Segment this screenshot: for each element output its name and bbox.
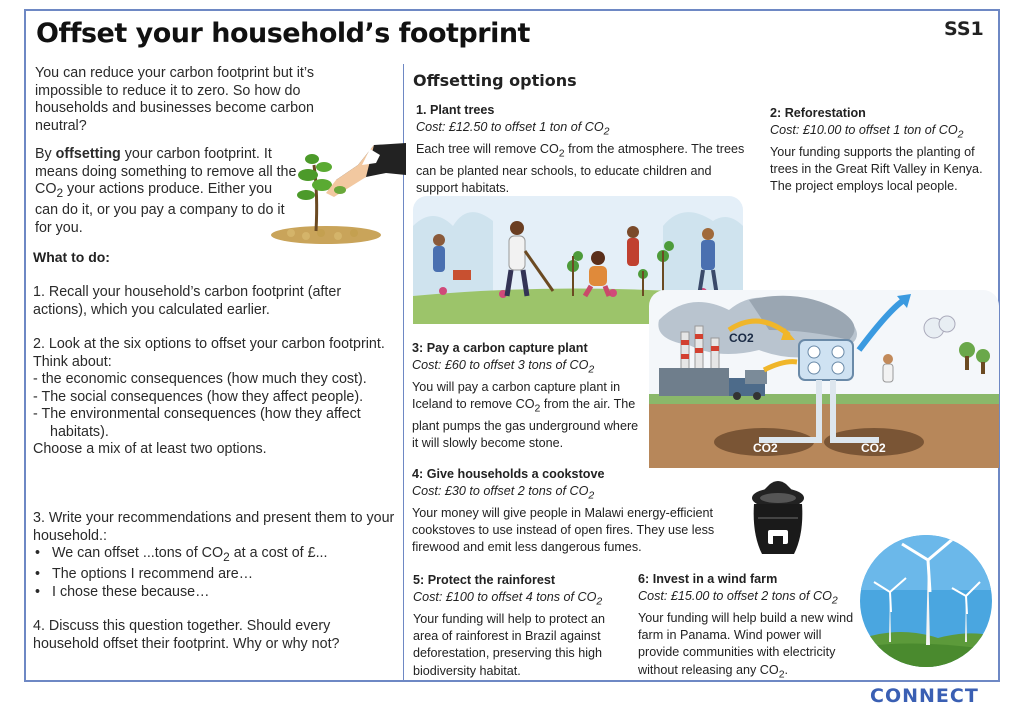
step-2-item-environmental: - The environmental consequences (how they affect habitats).: [33, 406, 361, 440]
step-3-bullet-2: • The options I recommend are…: [35, 566, 254, 583]
step-2-intro: 2. Look at the six options to offset your carbon footprint. Think about:: [33, 336, 385, 370]
step-3-bullet-3: • I chose these because…: [35, 583, 210, 600]
step-2-list: [33, 371, 395, 441]
worksheet-code: SS1: [944, 18, 984, 40]
diagram-label-ground-right: CO2: [861, 441, 886, 455]
step-2-item-economic: - the economic consequences (how much they cost).: [33, 371, 367, 387]
step-3-bullet-1: • We can offset ...tons of $CO_2$ at a cost of £...: [35, 545, 328, 564]
step-2-item-social: - The social consequences (how they affect people).: [33, 388, 364, 405]
option-cookstove: 4: Give households a cookstove Cost: £30 to offset 2 tons of $CO_2$ Your money will give people in Malawi energy-efficient cookstoves to use instead of open fires. They use less firewood and emit less dangerous fumes.: [412, 467, 715, 555]
step-2: [33, 336, 395, 459]
carbon-capture-diagram: [649, 290, 999, 468]
option-reforestation: 2: Reforestation Cost: £10.00 to offset 1 ton of $CO_2$ Your funding supports the planting of trees in the Great Rift Valley in Kenya. The project employs local people.: [770, 106, 983, 194]
option-plant-trees: 1. Plant trees Cost: £12.50 to offset 1 ton of $CO_2$ Each tree will remove $CO_2$ from the atmosphere. The trees can be planted near schools, to educate children and support habitats.: [416, 103, 745, 195]
step-4: 4. Discuss this question together. Should every household offset their footprint. Why or why not?: [33, 618, 340, 652]
step-3-intro: 3. Write your recommendations and present them to your household.:: [33, 510, 395, 544]
what-to-do-heading: What to do:: [33, 249, 110, 265]
step-3-list: [33, 545, 399, 601]
option-carbon-capture: 3: Pay a carbon capture plant Cost: £60 to offset 3 tons of $CO_2$ You will pay a carbon capture plant in Iceland to remove $CO_2$ from the air. The plant pumps the gas underground where it will slowly become stone.: [412, 341, 639, 451]
wind-farm-illustration: [858, 530, 994, 672]
option-rainforest: 5: Protect the rainforest Cost: £100 to offset 4 tons of $CO_2$ Your funding will help to protect an area of rainforest in Brazil against deforestation, preserving this high biodiversity habitat.: [413, 573, 606, 678]
options-heading: Offsetting options: [413, 71, 577, 90]
option-wind-farm: 6: Invest in a wind farm Cost: £15.00 to offset 2 tons of $CO_2$ Your funding will help build a new wind farm in Panama. Wind power will provide communities with electricity without releasing any $CO_2$.: [638, 572, 854, 681]
step-3: [33, 510, 399, 601]
step-2-end: Choose a mix of at least two options.: [33, 441, 267, 457]
hand-planting-illustration: [266, 135, 406, 247]
intro-paragraph: You can reduce your carbon footprint but it’s impossible to reduce it to zero. So how do households and businesses become carbon neutral?: [35, 65, 314, 134]
page-title: Offset your household’s footprint: [36, 18, 530, 49]
connect-logo: CONNECT: [870, 685, 979, 707]
diagram-label-air: CO2: [729, 331, 754, 345]
step-1: 1. Recall your household’s carbon footprint (after actions), which you calculated earlier.: [33, 284, 342, 318]
cookstove-icon: [748, 478, 808, 562]
offsetting-paragraph: By offsetting your carbon footprint. It means doing something to remove all the $CO_2$ your actions produce. Either you can do it, or you pay a company to do it for you.: [35, 146, 297, 236]
diagram-label-ground-left: CO2: [753, 441, 778, 455]
